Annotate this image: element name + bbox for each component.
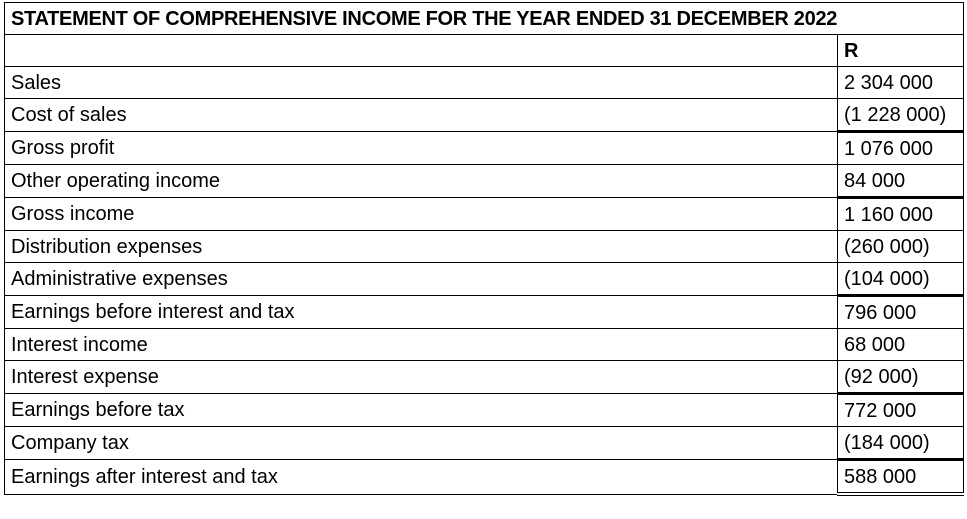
table-row — [5, 132, 964, 165]
table-row — [5, 99, 964, 132]
row-label: Interest income — [5, 329, 838, 361]
row-amount: 772 000 — [838, 394, 964, 427]
row-amount: (104 000) — [838, 263, 964, 296]
row-label: Interest expense — [5, 361, 838, 394]
table-row — [5, 198, 964, 231]
table-row — [5, 263, 964, 296]
currency-header: R — [838, 35, 964, 67]
table-row — [5, 329, 964, 361]
row-amount: (92 000) — [838, 361, 964, 394]
title-row — [5, 3, 964, 35]
row-amount: 84 000 — [838, 165, 964, 198]
header-row — [5, 35, 964, 67]
header-label-cell — [5, 35, 838, 67]
row-label: Cost of sales — [5, 99, 838, 132]
row-label: Gross profit — [5, 132, 838, 165]
row-amount: (1 228 000) — [838, 99, 964, 132]
row-label: Sales — [5, 67, 838, 99]
table-row — [5, 231, 964, 263]
row-amount: (260 000) — [838, 231, 964, 263]
statement-title: STATEMENT OF COMPREHENSIVE INCOME FOR THE YEAR ENDED 31 DECEMBER 2022 — [5, 3, 964, 35]
row-amount: (184 000) — [838, 427, 964, 460]
table-row — [5, 67, 964, 99]
row-amount: 1 160 000 — [838, 198, 964, 231]
table-row — [5, 427, 964, 460]
row-label: Distribution expenses — [5, 231, 838, 263]
table-row — [5, 296, 964, 329]
row-amount: 588 000 — [838, 460, 964, 495]
row-amount: 1 076 000 — [838, 132, 964, 165]
row-label: Earnings before tax — [5, 394, 838, 427]
table-row — [5, 394, 964, 427]
row-amount: 68 000 — [838, 329, 964, 361]
row-label: Earnings before interest and tax — [5, 296, 838, 329]
table-row — [5, 460, 964, 495]
income-statement-table — [4, 2, 964, 496]
table-row — [5, 165, 964, 198]
row-label: Gross income — [5, 198, 838, 231]
row-amount: 2 304 000 — [838, 67, 964, 99]
row-label: Company tax — [5, 427, 838, 460]
row-label: Other operating income — [5, 165, 838, 198]
row-label: Administrative expenses — [5, 263, 838, 296]
row-amount: 796 000 — [838, 296, 964, 329]
row-label: Earnings after interest and tax — [5, 460, 838, 495]
table-row — [5, 361, 964, 394]
